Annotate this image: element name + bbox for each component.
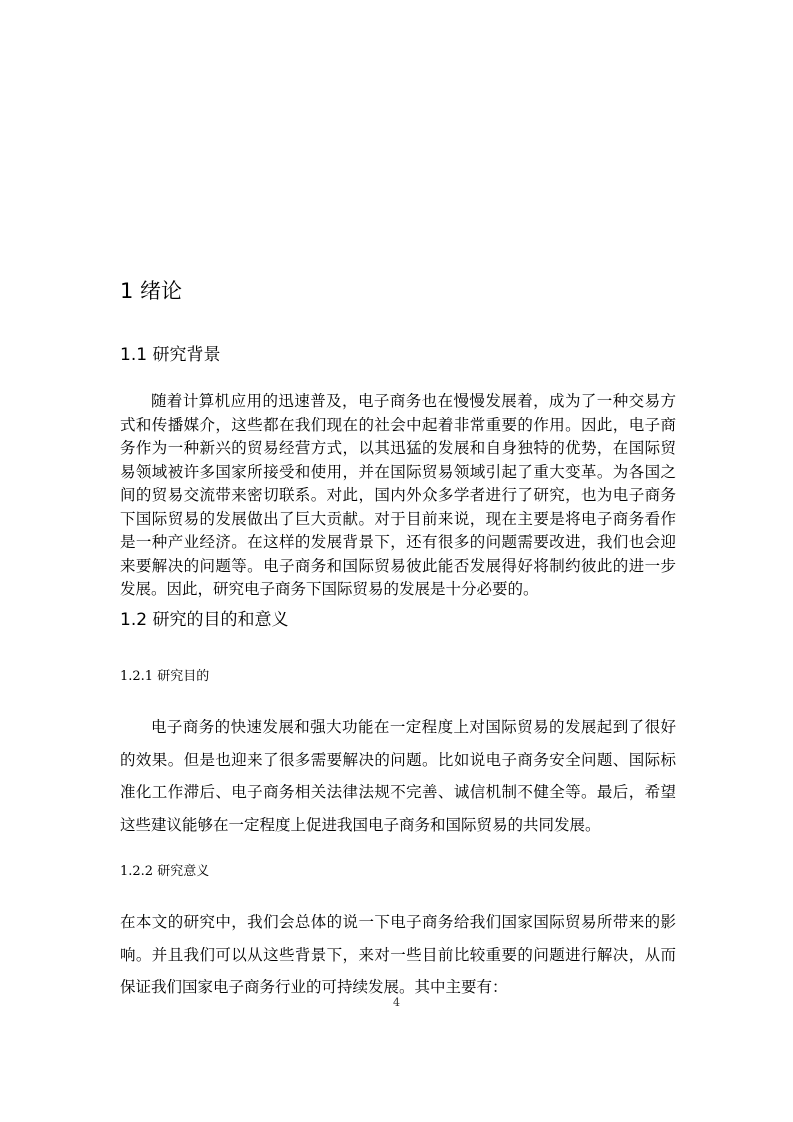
subsection-heading-1-2-1: 1.2.1 研究目的 — [120, 669, 210, 684]
significance-paragraph: 在本文的研究中，我们会总体的说一下电子商务给我们国家国际贸易所带来的影响。并且我们可以从这些背景下，来对一些目前比较重要的问题进行解决，从而保证我们国家电子商务行业的可持续发展。其中主要有： — [120, 913, 676, 996]
section-heading-1-2: 1.2 研究的目的和意义 — [120, 610, 289, 630]
chapter-heading: 1 绪论 — [120, 279, 183, 303]
page-number: 4 — [393, 996, 400, 1009]
subsection-heading-1-2-2: 1.2.2 研究意义 — [120, 864, 210, 879]
section-heading-1-1: 1.1 研究背景 — [120, 345, 221, 365]
purpose-paragraph: 电子商务的快速发展和强大功能在一定程度上对国际贸易的发展起到了很好的效果。但是也迎来了很多需要解决的问题。比如说电子商务安全问题、国际标准化工作滞后、电子商务相关法律法规不完善、诚信机制不健全等。最后，希望这些建议能够在一定程度上促进我国电子商务和国际贸易的共同发展。 — [120, 718, 676, 834]
background-paragraph: 随着计算机应用的迅速普及，电子商务也在慢慢发展着，成为了一种交易方式和传播媒介，这些都在我们现在的社会中起着非常重要的作用。因此，电子商务作为一种新兴的贸易经营方式，以其迅猛的发展和自身独特的优势，在国际贸易领域被许多国家所接受和使用，并在国际贸易领域引起了重大变革。为各国之间的贸易交流带来密切联系。对此，国内外众多学者进行了研究，也为电子商务下国际贸易的发展做出了巨大贡献。对于目前来说，现在主要是将电子商务看作是一种产业经济。在这样的发展背景下，还有很多的问题需要改进，我们也会迎来要解决的问题等。电子商务和国际贸易彼此能否发展得好将制约彼此的进一步发展。因此，研究电子商务下国际贸易的发展是十分必要的。 — [120, 392, 676, 598]
